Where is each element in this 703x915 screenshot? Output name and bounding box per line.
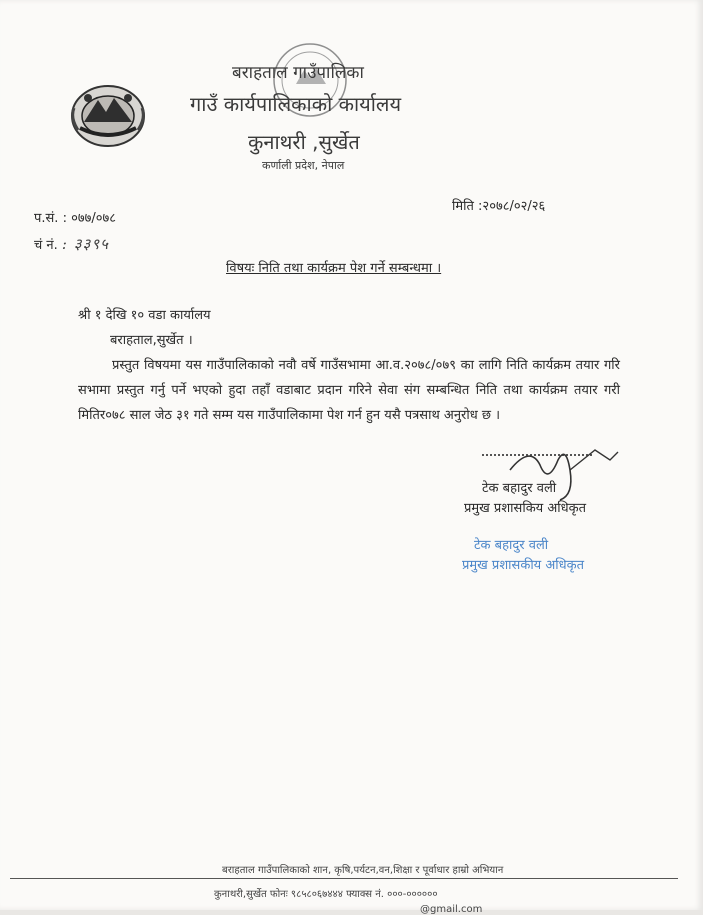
stamp-name: टेक बहादुर वली bbox=[474, 538, 549, 553]
reference-number bbox=[34, 208, 116, 226]
letter-body: प्रस्तुत विषयमा यस गाउँपालिकाको नवौ वर्षे गाउँसभामा आ.व.२०७८/०७९ का लागि निति कार्यक्रम तयार गरि सभामा प्रस्तुत गर्नु पर्ने भएको हुदा तहाँ वडाबाट प्रदान गरिने सेवा संग सम्बन्धित निति तथा कार्यक्रम तयार गरी मितिर०७८ साल जेठ ३१ गते सम्म यस गाउँपालिकामा पेश गर्न हुन यसै पत्रसाथ अनुरोध छ । bbox=[78, 358, 620, 423]
addressee-line-1: श्री १ देखि १० वडा कार्यालय bbox=[78, 308, 211, 323]
footer-email: @gmail.com bbox=[420, 904, 483, 915]
addressee-line-2: बराहताल,सुर्खेत । bbox=[110, 333, 193, 348]
reference-label: प.सं. bbox=[34, 211, 59, 226]
header-municipality: बराहताल गाउँपालिका bbox=[232, 63, 364, 83]
footer-slogan: बराहताल गाउँपालिकाको शान, कृषि,पर्यटन,वन,शिक्षा र पूर्वाधार हाम्रो अभियान bbox=[222, 865, 504, 876]
signatory-title: प्रमुख प्रशासकिय अधिकृत bbox=[464, 501, 587, 516]
nepal-emblem-icon bbox=[66, 78, 150, 150]
reference-value: : ०७७/०७८ bbox=[62, 211, 117, 226]
stamp-title: प्रमुख प्रशासकीय अधिकृत bbox=[462, 558, 585, 573]
header-province: कर्णाली प्रदेश, नेपाल bbox=[262, 159, 345, 172]
header-office: गाउँ कार्यपालिकाको कार्यालय bbox=[190, 92, 402, 116]
header-location: कुनाथरी ,सुर्खेत bbox=[248, 130, 360, 154]
letter-subject: विषयः निति तथा कार्यक्रम पेश गर्ने सम्बन्धमा । bbox=[226, 261, 442, 276]
dispatch-value: : ३३९५ bbox=[61, 235, 109, 253]
dispatch-number bbox=[34, 234, 109, 254]
signatory-name: टेक बहादुर वली bbox=[482, 481, 557, 496]
footer-divider bbox=[10, 878, 678, 879]
dispatch-label: चं नं. bbox=[34, 238, 58, 253]
letter-date: मिति :२०७८/०२/२६ bbox=[452, 199, 546, 214]
footer-contact: कुनाथरी,सुर्खेत फोनः ९८५८०६७४४४ फ्याक्स नं. ०००-०००००० bbox=[214, 889, 438, 900]
